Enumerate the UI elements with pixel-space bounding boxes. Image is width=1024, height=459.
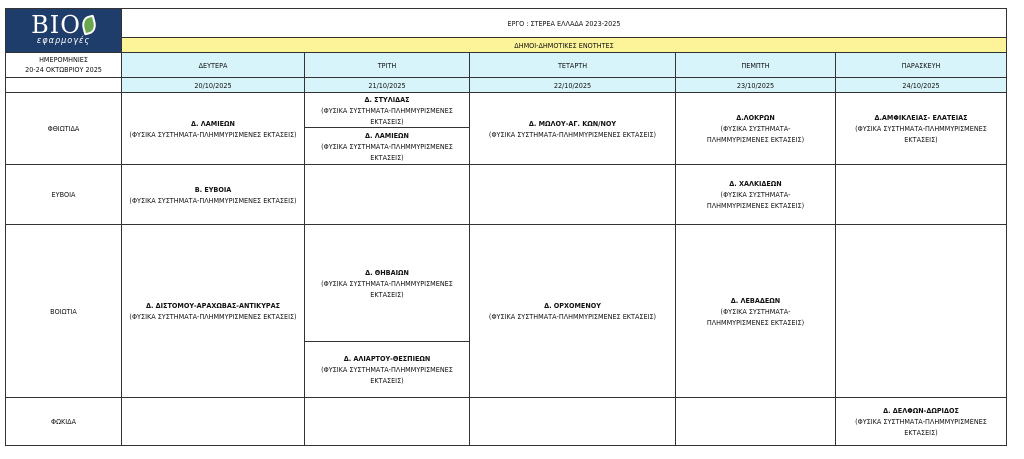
entry-name: Δ.ΑΜΦΙΚΛΕΙΑΣ- ΕΛΑΤΕΙΑΣ bbox=[874, 113, 968, 122]
day-header-fri: ΠΑΡΑΣΚΕΥΗ bbox=[836, 53, 1007, 78]
date-wed: 22/10/2025 bbox=[470, 78, 676, 93]
entry-voiotia-thu bbox=[676, 225, 836, 398]
entry-voiotia-tue-1 bbox=[305, 225, 470, 342]
entry-desc: (ΦΥΣΙΚΑ ΣΥΣΤΗΜΑΤΑ-ΠΛΗΜΜΥΡΙΣΜΕΝΕΣ ΕΚΤΑΣΕΙΣ) bbox=[706, 124, 805, 144]
entry-evvoia-mon bbox=[122, 165, 305, 225]
entry-desc: (ΦΥΣΙΚΑ ΣΥΣΤΗΜΑΤΑ-ΠΛΗΜΜΥΡΙΣΜΕΝΕΣ ΕΚΤΑΣΕΙΣ) bbox=[321, 365, 453, 385]
project-title: ΕΡΓΟ : ΣΤΕΡΕΑ ΕΛΛΑΔΑ 2023-2025 bbox=[122, 9, 1007, 38]
entry-fthiotida-mon bbox=[122, 93, 305, 165]
entry-desc: (ΦΥΣΙΚΑ ΣΥΣΤΗΜΑΤΑ-ΠΛΗΜΜΥΡΙΣΜΕΝΕΣ ΕΚΤΑΣΕΙΣ) bbox=[855, 124, 987, 144]
date-tue: 21/10/2025 bbox=[305, 78, 470, 93]
empty-cell bbox=[470, 165, 676, 225]
entry-desc: (ΦΥΣΙΚΑ ΣΥΣΤΗΜΑΤΑ-ΠΛΗΜΜΥΡΙΣΜΕΝΕΣ ΕΚΤΑΣΕΙΣ) bbox=[321, 105, 453, 126]
entry-voiotia-wed bbox=[470, 225, 676, 398]
entry-desc: (ΦΥΣΙΚΑ ΣΥΣΤΗΜΑΤΑ-ΠΛΗΜΜΥΡΙΣΜΕΝΕΣ ΕΚΤΑΣΕΙΣ) bbox=[129, 195, 297, 205]
day-header-tue: ΤΡΙΤΗ bbox=[305, 53, 470, 78]
entry-desc: (ΦΥΣΙΚΑ ΣΥΣΤΗΜΑΤΑ-ΠΛΗΜΜΥΡΙΣΜΕΝΕΣ ΕΚΤΑΣΕΙΣ) bbox=[488, 129, 657, 139]
leaf-icon bbox=[80, 14, 98, 35]
entry-name: Δ. ΛΑΜΙΕΩΝ bbox=[365, 130, 409, 140]
entry-name: Δ. ΜΩΛΟΥ-ΑΓ. ΚΩΝ/ΝΟΥ bbox=[528, 118, 617, 128]
entry-fthiotida-tue-2 bbox=[305, 128, 470, 165]
entry-voiotia-tue-2 bbox=[305, 342, 470, 398]
date-mon: 20/10/2025 bbox=[122, 78, 305, 93]
date-row-blank bbox=[6, 78, 122, 93]
region-evvoia: ΕΥΒΟΙΑ bbox=[6, 165, 122, 225]
region-voiotia: ΒΟΙΩΤΙΑ bbox=[6, 225, 122, 398]
logo-sub-text: εφαρμογές bbox=[36, 36, 91, 46]
entry-name: Δ. ΑΛΙΑΡΤΟΥ-ΘΕΣΠΙΕΩΝ bbox=[343, 354, 431, 363]
region-fokida: ΦΩΚΙΔΑ bbox=[6, 398, 122, 446]
entry-fthiotida-fri bbox=[836, 93, 1007, 165]
entry-fthiotida-wed bbox=[470, 93, 676, 165]
entry-fthiotida-tue-1 bbox=[305, 93, 470, 128]
bio-logo bbox=[6, 9, 122, 53]
day-header-thu: ΠΕΜΠΤΗ bbox=[676, 53, 836, 78]
entry-name: Β. ΕΥΒΟΙΑ bbox=[194, 184, 232, 194]
entry-name: Δ. ΣΤΥΛΙΔΑΣ bbox=[364, 94, 410, 104]
empty-cell bbox=[470, 398, 676, 446]
date-thu: 23/10/2025 bbox=[676, 78, 836, 93]
empty-cell bbox=[836, 225, 1007, 398]
region-fthiotida: ΦΘΙΩΤΙΔΑ bbox=[6, 93, 122, 165]
entry-name: Δ. ΛΕΒΑΔΕΩΝ bbox=[730, 295, 781, 305]
entry-name: Δ. ΔΕΛΦΩΝ-ΔΩΡΙΔΟΣ bbox=[883, 406, 959, 415]
entry-desc: (ΦΥΣΙΚΑ ΣΥΣΤΗΜΑΤΑ-ΠΛΗΜΜΥΡΙΣΜΕΝΕΣ ΕΚΤΑΣΕΙΣ) bbox=[855, 417, 987, 437]
empty-cell bbox=[122, 398, 305, 446]
entry-name: Δ. ΘΗΒΑΙΩΝ bbox=[365, 267, 409, 277]
entry-voiotia-mon bbox=[122, 225, 305, 398]
entry-desc: (ΦΥΣΙΚΑ ΣΥΣΤΗΜΑΤΑ-ΠΛΗΜΜΥΡΙΣΜΕΝΕΣ ΕΚΤΑΣΕΙΣ) bbox=[706, 306, 805, 327]
units-header: ΔΗΜΟΙ-ΔΗΜΟΤΙΚΕΣ ΕΝΟΤΗΤΕΣ bbox=[122, 38, 1007, 53]
entry-name: Δ. ΛΑΜΙΕΩΝ bbox=[191, 118, 235, 128]
entry-desc: (ΦΥΣΙΚΑ ΣΥΣΤΗΜΑΤΑ-ΠΛΗΜΜΥΡΙΣΜΕΝΕΣ ΕΚΤΑΣΕΙΣ) bbox=[321, 278, 453, 299]
empty-cell bbox=[676, 398, 836, 446]
entry-evvoia-thu bbox=[676, 165, 836, 225]
entry-name: Δ. ΧΑΛΚΙΔΕΩΝ bbox=[729, 179, 782, 188]
entry-name: Δ. ΟΡΧΟΜΕΝΟΥ bbox=[544, 301, 601, 310]
empty-cell bbox=[836, 165, 1007, 225]
dates-label: ΗΜΕΡΟΜΗΝΙΕΣ 20-24 ΟΚΤΩΒΡΙΟΥ 2025 bbox=[6, 53, 122, 78]
entry-desc: (ΦΥΣΙΚΑ ΣΥΣΤΗΜΑΤΑ-ΠΛΗΜΜΥΡΙΣΜΕΝΕΣ ΕΚΤΑΣΕΙΣ) bbox=[488, 312, 657, 321]
date-fri: 24/10/2025 bbox=[836, 78, 1007, 93]
entry-desc: (ΦΥΣΙΚΑ ΣΥΣΤΗΜΑΤΑ-ΠΛΗΜΜΥΡΙΣΜΕΝΕΣ ΕΚΤΑΣΕΙΣ) bbox=[129, 129, 297, 139]
entry-desc: (ΦΥΣΙΚΑ ΣΥΣΤΗΜΑΤΑ-ΠΛΗΜΜΥΡΙΣΜΕΝΕΣ ΕΚΤΑΣΕΙΣ) bbox=[321, 141, 453, 162]
entry-name: Δ.ΛΟΚΡΩΝ bbox=[736, 113, 775, 122]
empty-cell bbox=[305, 165, 470, 225]
schedule-table bbox=[5, 8, 1007, 446]
entry-desc: (ΦΥΣΙΚΑ ΣΥΣΤΗΜΑΤΑ-ΠΛΗΜΜΥΡΙΣΜΕΝΕΣ ΕΚΤΑΣΕΙΣ) bbox=[129, 312, 297, 321]
empty-cell bbox=[305, 398, 470, 446]
entry-fokida-fri bbox=[836, 398, 1007, 446]
day-header-wed: ΤΕΤΑΡΤΗ bbox=[470, 53, 676, 78]
entry-name: Δ. ΔΙΣΤΟΜΟΥ-ΑΡΑΧΩΒΑΣ-ΑΝΤΙΚΥΡΑΣ bbox=[145, 301, 281, 310]
entry-desc: (ΦΥΣΙΚΑ ΣΥΣΤΗΜΑΤΑ-ΠΛΗΜΜΥΡΙΣΜΕΝΕΣ ΕΚΤΑΣΕΙΣ) bbox=[706, 190, 805, 210]
logo-main-text: BIO bbox=[31, 11, 81, 39]
day-header-mon: ΔΕΥΤΕΡΑ bbox=[122, 53, 305, 78]
entry-fthiotida-thu bbox=[676, 93, 836, 165]
